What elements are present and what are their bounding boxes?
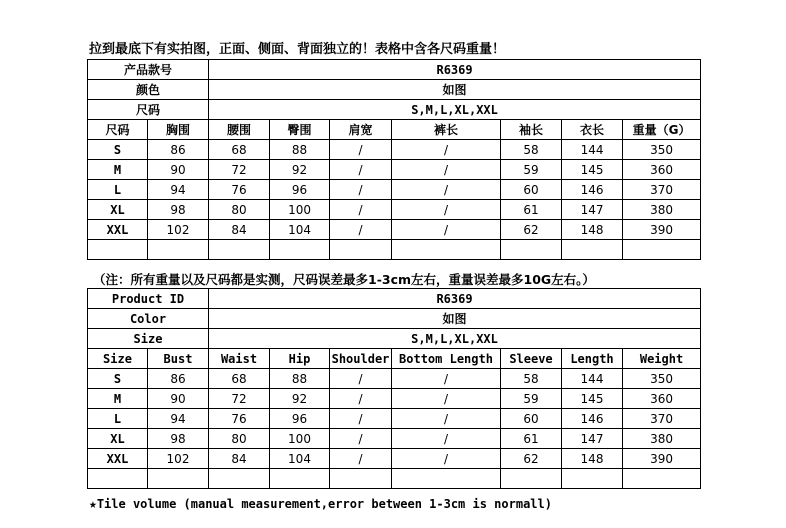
table-cell: 96 — [270, 180, 330, 200]
table-cell: 104 — [270, 449, 330, 469]
table-cell: / — [392, 160, 501, 180]
table-cell: XXL — [88, 220, 148, 240]
table-cell: 98 — [148, 429, 209, 449]
table-cell: 100 — [270, 429, 330, 449]
table-cell: 146 — [562, 409, 623, 429]
table-cell: 360 — [623, 160, 701, 180]
table-cell: / — [330, 449, 392, 469]
table-cell: 92 — [270, 389, 330, 409]
info-row-color — [88, 80, 701, 100]
table-row — [88, 369, 701, 389]
size-table-chinese — [87, 59, 701, 260]
table-cell: 96 — [270, 409, 330, 429]
column-header: Waist — [209, 349, 270, 369]
table-cell: 145 — [562, 389, 623, 409]
table-cell: 58 — [501, 369, 562, 389]
table-cell: 148 — [562, 449, 623, 469]
star-icon: ★ — [89, 497, 97, 512]
table-cell: 62 — [501, 220, 562, 240]
column-header: Sleeve — [501, 349, 562, 369]
table-cell: 58 — [501, 140, 562, 160]
table-cell: / — [392, 409, 501, 429]
table-cell: 92 — [270, 160, 330, 180]
info-label: Product ID — [88, 289, 209, 309]
table-cell: XL — [88, 429, 148, 449]
table-cell: 350 — [623, 369, 701, 389]
table-cell: 390 — [623, 449, 701, 469]
column-header: 袖长 — [501, 120, 562, 140]
table-cell: 147 — [562, 429, 623, 449]
table-cell: / — [392, 200, 501, 220]
table-cell: L — [88, 409, 148, 429]
info-value: 如图 — [209, 80, 701, 100]
info-row-size — [88, 100, 701, 120]
table-cell: 84 — [209, 449, 270, 469]
table-cell: 102 — [148, 220, 209, 240]
info-label: 颜色 — [88, 80, 209, 100]
table-cell: 90 — [148, 160, 209, 180]
info-row-product-id — [88, 289, 701, 309]
table-cell: 86 — [148, 140, 209, 160]
table-cell: 144 — [562, 140, 623, 160]
table-cell: 144 — [562, 369, 623, 389]
table-cell: 76 — [209, 180, 270, 200]
table-cell: 360 — [623, 389, 701, 409]
table-row — [88, 429, 701, 449]
table-cell: XL — [88, 200, 148, 220]
table-cell: / — [330, 200, 392, 220]
info-label: Size — [88, 329, 209, 349]
info-value: S,M,L,XL,XXL — [209, 100, 701, 120]
footnote — [89, 497, 552, 512]
table-cell: 62 — [501, 449, 562, 469]
column-header: 肩宽 — [330, 120, 392, 140]
table-cell: / — [392, 220, 501, 240]
table-cell: 94 — [148, 180, 209, 200]
table-cell: 59 — [501, 389, 562, 409]
table-row — [88, 220, 701, 240]
table-cell: 380 — [623, 200, 701, 220]
info-value: R6369 — [209, 60, 701, 80]
column-header: 重量（G） — [623, 120, 701, 140]
table-cell: 68 — [209, 140, 270, 160]
column-header: Bust — [148, 349, 209, 369]
table-cell: 72 — [209, 160, 270, 180]
table-cell: / — [392, 449, 501, 469]
column-header: 尺码 — [88, 120, 148, 140]
column-header: 臀围 — [270, 120, 330, 140]
table-cell: 68 — [209, 369, 270, 389]
info-value: R6369 — [209, 289, 701, 309]
column-header: 胸围 — [148, 120, 209, 140]
info-label: 尺码 — [88, 100, 209, 120]
table-cell: 60 — [501, 180, 562, 200]
empty-row — [88, 240, 701, 260]
table-cell: / — [330, 409, 392, 429]
column-header: Hip — [270, 349, 330, 369]
table-cell: S — [88, 369, 148, 389]
footnote-text: Tile volume (manual measurement,error between 1-3cm is normall) — [96, 497, 552, 511]
table-cell: / — [330, 140, 392, 160]
table-cell: / — [392, 180, 501, 200]
table-cell: / — [392, 429, 501, 449]
table-row — [88, 409, 701, 429]
table-cell: 370 — [623, 409, 701, 429]
table-cell: 84 — [209, 220, 270, 240]
table-cell: 72 — [209, 389, 270, 409]
header-row — [88, 120, 701, 140]
table-cell: / — [392, 140, 501, 160]
table-cell: 76 — [209, 409, 270, 429]
table-cell: 104 — [270, 220, 330, 240]
table-cell: 94 — [148, 409, 209, 429]
table-cell: 88 — [270, 369, 330, 389]
header-row — [88, 349, 701, 369]
table-cell: 102 — [148, 449, 209, 469]
table-cell: 145 — [562, 160, 623, 180]
table-cell: 61 — [501, 200, 562, 220]
table-cell: / — [330, 429, 392, 449]
table-cell: 88 — [270, 140, 330, 160]
table-cell: 146 — [562, 180, 623, 200]
table-cell: 100 — [270, 200, 330, 220]
table-cell: XXL — [88, 449, 148, 469]
table-cell: 80 — [209, 200, 270, 220]
column-header: 裤长 — [392, 120, 501, 140]
table-cell: 148 — [562, 220, 623, 240]
table-cell: 61 — [501, 429, 562, 449]
info-row-color — [88, 309, 701, 329]
column-header: Size — [88, 349, 148, 369]
table-cell: / — [330, 369, 392, 389]
table-cell: / — [330, 220, 392, 240]
column-header: 衣长 — [562, 120, 623, 140]
empty-row — [88, 469, 701, 489]
column-header: Length — [562, 349, 623, 369]
table-cell: 390 — [623, 220, 701, 240]
table-cell: M — [88, 160, 148, 180]
table-row — [88, 160, 701, 180]
table-cell: 59 — [501, 160, 562, 180]
table-cell: S — [88, 140, 148, 160]
table-cell: / — [330, 160, 392, 180]
table-row — [88, 140, 701, 160]
column-header: 腰围 — [209, 120, 270, 140]
info-value: 如图 — [209, 309, 701, 329]
table-cell: 80 — [209, 429, 270, 449]
info-row-size — [88, 329, 701, 349]
table-cell: / — [330, 389, 392, 409]
table-cell: / — [330, 180, 392, 200]
column-header: Weight — [623, 349, 701, 369]
table-cell: 90 — [148, 389, 209, 409]
table-cell: 380 — [623, 429, 701, 449]
table-cell: 147 — [562, 200, 623, 220]
info-label: 产品款号 — [88, 60, 209, 80]
column-header: Shoulder — [330, 349, 392, 369]
column-header: Bottom Length — [392, 349, 501, 369]
table-cell: 86 — [148, 369, 209, 389]
table-cell: 60 — [501, 409, 562, 429]
table-row — [88, 389, 701, 409]
measurement-note: （注：所有重量以及尺码都是实测，尺码误差最多1-3cm左右，重量误差最多10G左右。） — [93, 272, 595, 287]
table-row — [88, 180, 701, 200]
table-cell: / — [392, 369, 501, 389]
top-note: 拉到最底下有实拍图，正面、侧面、背面独立的！表格中含各尺码重量！ — [89, 42, 506, 57]
table-row — [88, 449, 701, 469]
size-table-english — [87, 288, 701, 489]
table-row — [88, 200, 701, 220]
table-cell: M — [88, 389, 148, 409]
table-cell: L — [88, 180, 148, 200]
table-cell: 98 — [148, 200, 209, 220]
info-value: S,M,L,XL,XXL — [209, 329, 701, 349]
table-cell: 350 — [623, 140, 701, 160]
info-label: Color — [88, 309, 209, 329]
table-cell: 370 — [623, 180, 701, 200]
table-cell: / — [392, 389, 501, 409]
info-row-product-id — [88, 60, 701, 80]
